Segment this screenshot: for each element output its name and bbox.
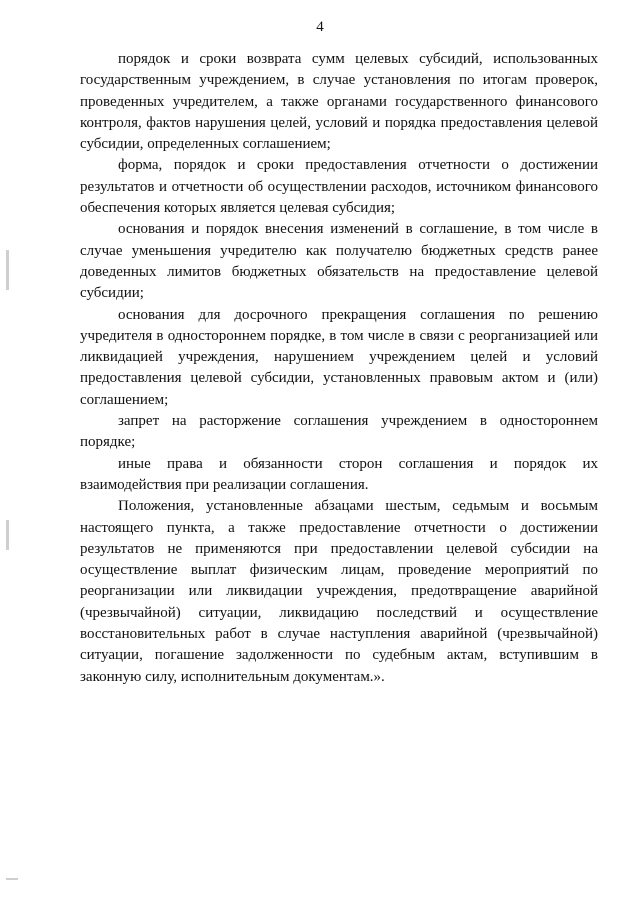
paragraph: порядок и сроки возврата сумм целевых субсидий, использованных государственным учреждением, в случае установления по итогам проверок, проведенных учредителем, а также органами государственного финансового контроля, фактов нарушения целей, условий и порядка предоставления целевой субсидии, определенных соглашением; <box>80 51 598 153</box>
paragraph: Положения, установленные абзацами шестым, седьмым и восьмым настоящего пункта, а также предоставление отчетности о достижении результатов не применяются при предоставлении целевой субсидии на осуществление выплат физическим лицам, проведение мероприятий по реорганизации или ликвидации учреждения, предотвращение аварийной (чрезвычайной) ситуации, ликвидацию последствий и осуществление восстановительных работ в случае наступления аварийной (чрезвычайной) ситуации, погашение задолженности по судебным актам, вступившим в законную силу, исполнительным документам.». <box>80 498 598 685</box>
page-number: 4 <box>316 19 324 35</box>
scan-margin-mark <box>6 520 9 550</box>
paragraph: форма, порядок и сроки предоставления отчетности о достижении результатов и отчетности об осуществлении расходов, источником финансового обеспечения которых является целевая субсидия; <box>80 157 598 217</box>
paragraph: иные права и обязанности сторон соглашения и порядок их взаимодействия при реализации соглашения. <box>80 455 598 493</box>
paragraph: запрет на расторжение соглашения учреждением в одностороннем порядке; <box>80 413 598 451</box>
paragraph: основания для досрочного прекращения соглашения по решению учредителя в одностороннем порядке, в том числе в связи с реорганизацией или ликвидацией учреждения, нарушением учреждением целей и условий предоставления целевой субсидии, установленных правовым актом и (или) соглашением; <box>80 306 598 408</box>
scan-margin-mark <box>6 878 18 880</box>
paragraph: основания и порядок внесения изменений в соглашение, в том числе в случае уменьшения учредителю как получателю бюджетных средств ранее доведенных лимитов бюджетных обязательств на предоставление целевой субсидии; <box>80 221 598 302</box>
scan-margin-mark <box>6 250 9 290</box>
document-body <box>80 49 598 688</box>
